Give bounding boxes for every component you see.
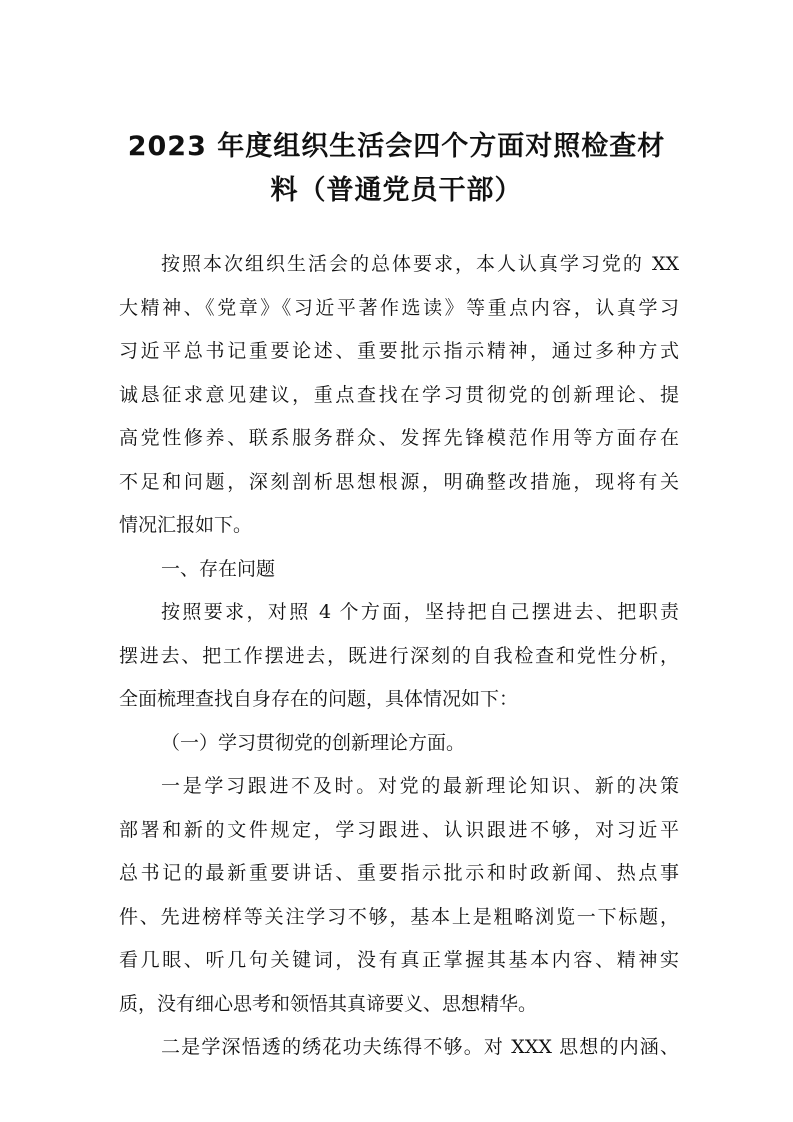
- document-body: [119, 243, 679, 1070]
- body-text-line: 摆进去、把工作摆进去，既进行深刻的自我检查和党性分析，: [119, 644, 679, 667]
- body-text-line: 件、先进榜样等关注学习不够，基本上是粗略浏览一下标题，: [119, 905, 679, 928]
- body-text-line: 大精神、《党章》《习近平著作选读》等重点内容，认真学习: [119, 296, 679, 319]
- body-text-line: 看几眼、听几句关键词，没有真正掌握其基本内容、精神实: [119, 949, 679, 971]
- body-text-line: （一）学习贯彻党的创新理论方面。: [161, 731, 466, 754]
- body-text-line: 诚恳征求意见建议，重点查找在学习贯彻党的创新理论、提: [119, 383, 679, 406]
- body-text-line: 高党性修养、联系服务群众、发挥先锋模范作用等方面存在: [119, 427, 679, 449]
- body-text-line: 按照要求，对照 4 个方面，坚持把自己摆进去、把职责: [161, 601, 679, 623]
- document-title-line-1: 2023 年度组织生活会四个方面对照检查材: [127, 131, 666, 162]
- body-text-line: 二是学深悟透的绣花功夫练得不够。对 XXX 思想的内涵、: [161, 1036, 679, 1058]
- body-text-line: 部署和新的文件规定，学习跟进、认识跟进不够，对习近平: [119, 818, 679, 841]
- body-text-line: 全面梳理查找自身存在的问题，具体情况如下：: [119, 688, 519, 710]
- body-text-line: 一、存在问题: [161, 557, 276, 580]
- body-text-line: 按照本次组织生活会的总体要求，本人认真学习党的 XX: [161, 253, 679, 275]
- body-text-line: 质，没有细心思考和领悟其真谛要义、思想精华。: [119, 992, 538, 1015]
- document-title-line-2: 料（普通党员干部）: [270, 175, 523, 206]
- body-text-line: 情况汇报如下。: [119, 514, 253, 536]
- body-text-line: 不足和问题，深刻剖析思想根源，明确整改措施，现将有关: [119, 470, 679, 493]
- body-text-line: 总书记的最新重要讲话、重要指示批示和时政新闻、热点事: [119, 862, 679, 884]
- body-text-line: 习近平总书记重要论述、重要批示指示精神，通过多种方式: [119, 340, 679, 362]
- body-text-line: 一是学习跟进不及时。对党的最新理论知识、新的决策: [161, 775, 679, 797]
